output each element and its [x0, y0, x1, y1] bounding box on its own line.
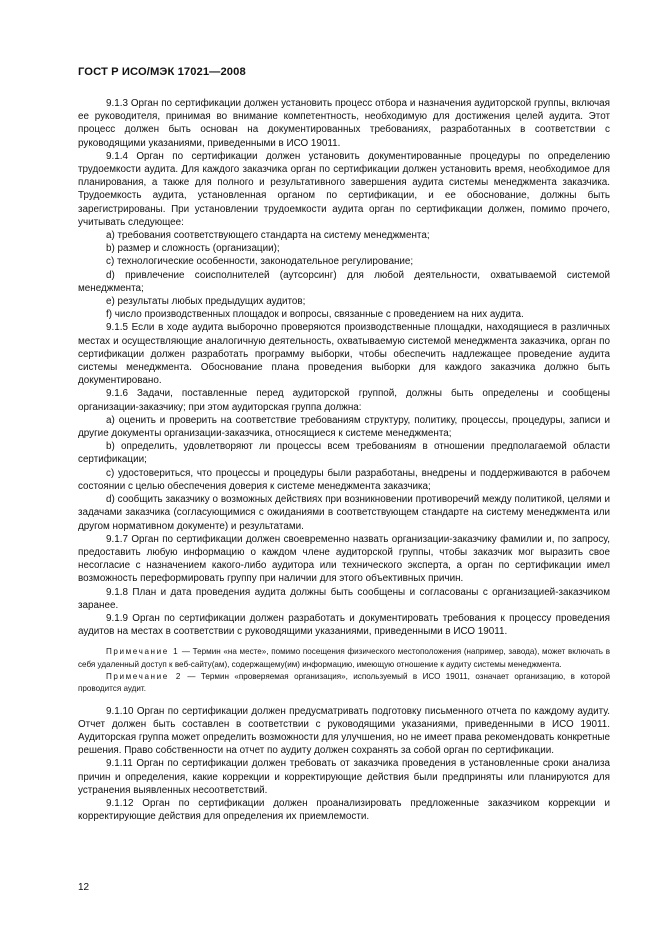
clause-9-1-9: 9.1.9 Орган по сертификации должен разработать и документировать требования к процессу проведения аудитов на местах в соответствии с руководящими указаниями, приведенными в ИСО 19011.: [78, 612, 610, 638]
list-item: а) требования соответствующего стандарта на систему менеджмента;: [106, 230, 430, 242]
document-body: [78, 97, 610, 823]
clause-9-1-11: 9.1.11 Орган по сертификации должен требовать от заказчика проведения в установленные сроки анализа причин и определения, какие коррекции и корректирующие действия были предприняты или планируются для устранения выявленных несоответствий.: [78, 758, 610, 796]
note-label: Примечание 2: [106, 671, 182, 681]
list-item: е) результаты любых предыдущих аудитов;: [106, 296, 306, 308]
list-item: b) размер и сложность (организации);: [106, 243, 280, 255]
list-item: f) число производственных площадок и вопросы, связанные с проведением на них аудита.: [106, 309, 524, 321]
note-label: Примечание 1: [106, 647, 180, 657]
clause-9-1-3: 9.1.3 Орган по сертификации должен установить процесс отбора и назначения аудиторской группы, включая ее руководителя, принимая во внимание компетентность, необходимую для достижения целей аудита. Этот процесс должен быть основан на документированных требованиях, разработанных в соответствии с руководящими указаниями, приведенными в ИСО 19011.: [78, 98, 610, 149]
note-1: [78, 646, 610, 671]
note-2: [78, 671, 610, 696]
list-item: d) привлечение соисполнителей (аутсорсинг) для любой деятельности, охватываемой системой менеджмента;: [78, 269, 610, 294]
note-text: — Термин «на месте», помимо посещения физического местоположения (например, завода), может включать в себя удаленный доступ к веб-сайту(ам), содержащему(им) информацию, имеющую отношение к аудиту системы менеджмента.: [78, 647, 610, 669]
note-text: — Термин «проверяемая организация», используемый в ИСО 19011, означает организацию, в которой проводится аудит.: [78, 671, 610, 694]
clause-9-1-10: 9.1.10 Орган по сертификации должен предусматривать подготовку письменного отчета по каждому аудиту. Отчет должен быть составлен в соответствии с руководящими указаниями, приведенными в ИСО 19011. Аудиторская группа может определить возможности для улучшения, но не имеет права рекомендовать конкретные решения. Право собственности на отчет по аудиту должен сохранять за собой орган по сертификации.: [78, 705, 610, 757]
page-number: 12: [78, 882, 90, 893]
notes-block: [78, 646, 610, 695]
clause-9-1-8: 9.1.8 План и дата проведения аудита должны быть сообщены и согласованы с организацией-заказчиком заранее.: [78, 586, 610, 611]
list-item: с) удостовериться, что процессы и процедуры были разработаны, внедрены и поддерживаются в рабочем состоянии с целью обеспечения доверия к системе менеджмента заказчика;: [78, 467, 610, 492]
clause-9-1-4: 9.1.4 Орган по сертификации должен установить документированные процедуры по определению трудоемкости аудита. Для каждого заказчика орган по сертификации должен установить время, необходимое для планирования, а также для полного и результативного завершения аудита системы менеджмента заказчика. Трудоемкость аудита, установленная органом по сертификации, и ее обоснование, должны быть зарегистрированы. При установлении трудоемкости аудита орган по сертификации должен, помимо прочего, учитывать следующее:: [78, 150, 610, 228]
document-header: ГОСТ Р ИСО/МЭК 17021—2008: [78, 66, 246, 78]
clause-9-1-6: 9.1.6 Задачи, поставленные перед аудиторской группой, должны быть определены и сообщены организации-заказчику; при этом аудиторская группа должна:: [78, 388, 610, 413]
clause-9-1-12: 9.1.12 Орган по сертификации должен проанализировать предложенные заказчиком коррекции и корректирующие действия для определения их приемлемости.: [78, 797, 610, 823]
clause-9-1-5: 9.1.5 Если в ходе аудита выборочно проверяются производственные площадки, находящиеся в различных местах и осуществляющие аналогичную деятельность, охватываемую системой менеджмента заказчика, орган по сертификации должен разработать программу выборки, чтобы обеспечить надлежащее проведение аудита системы менеджмента. Обоснование плана проведения выборки для каждого заказчика должно быть документировано.: [78, 322, 610, 387]
list-item: d) сообщить заказчику о возможных действиях при возникновении противоречий между политикой, целями и задачами заказчика (согласующимися с ожиданиями в соответствующем стандарте на систему менеджмента или другом нормативном документе) и результатами.: [78, 494, 610, 532]
list-item: с) технологические особенности, законодательное регулирование;: [106, 256, 414, 268]
list-item: а) оценить и проверить на соответствие требованиям структуру, политику, процессы, процедуры, записи и другие документы организации-заказчика, относящиеся к системе менеджмента;: [78, 414, 610, 440]
list-item: b) определить, удовлетворяют ли процессы всем требованиям в отношении предполагаемой области сертификации;: [78, 441, 610, 466]
clause-9-1-7: 9.1.7 Орган по сертификации должен своевременно назвать организации-заказчику фамилии и, по запросу, предоставить любую информацию о каждом члене аудиторской группы, чтобы заказчик мог выразить свое несогласие с назначением какого-либо аудитора или технического эксперта, а орган по сертификации имел возможность переформировать группу при наличии для этого объективных причин.: [78, 533, 610, 585]
